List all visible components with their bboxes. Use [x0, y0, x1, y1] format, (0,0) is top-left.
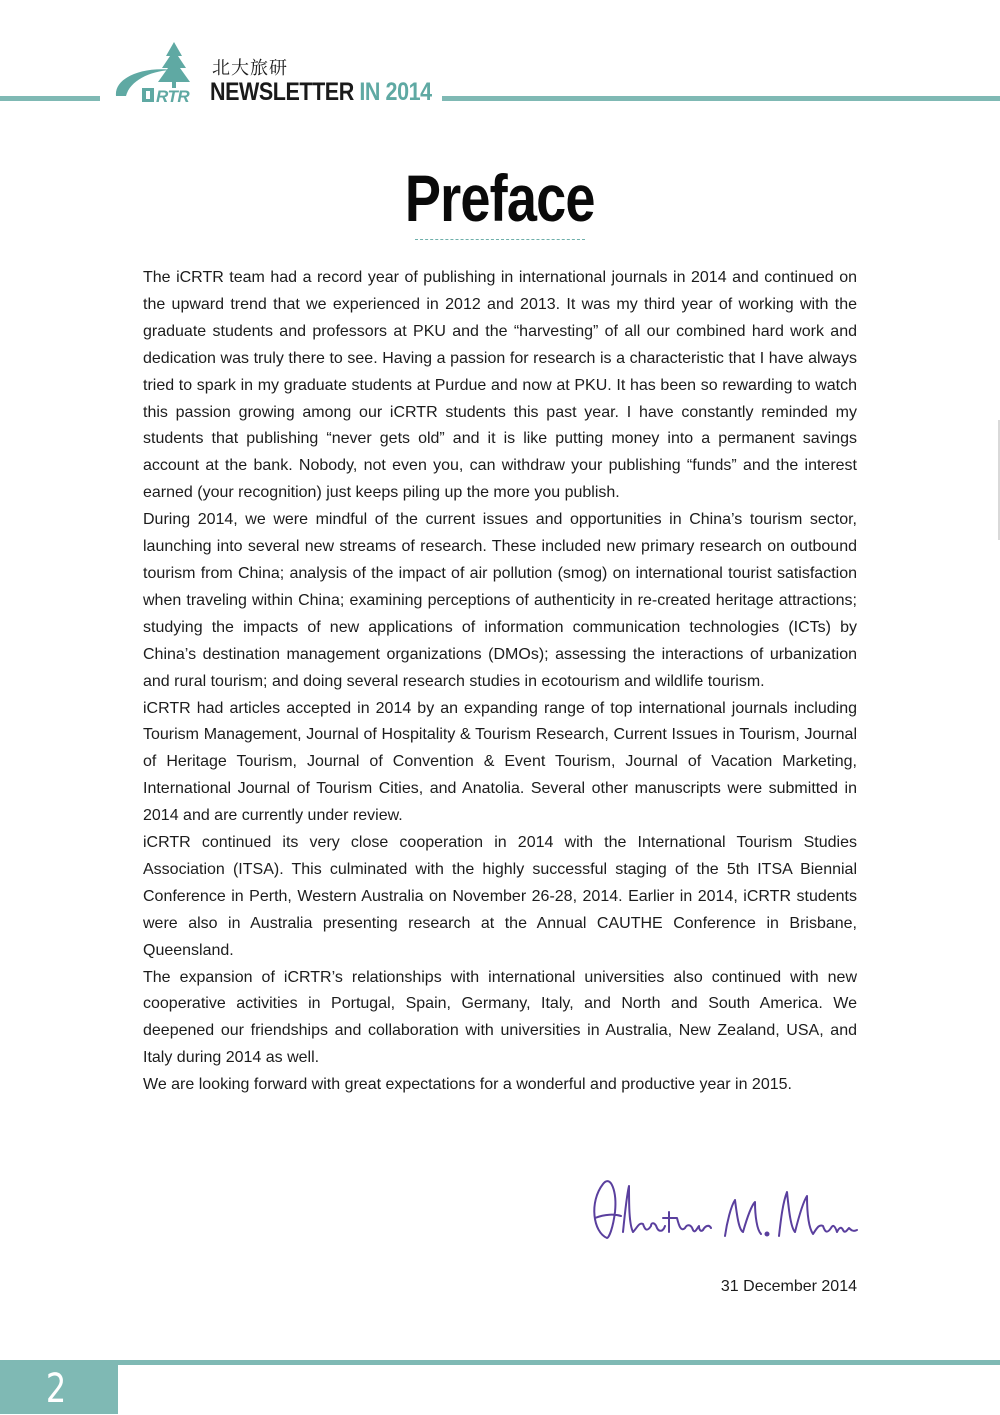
paragraph: During 2014, we were mindful of the current issues and opportunities in China’s tourism sector, launching into several new streams of research. These included new primary research on outbound tourism from China; analysis of the impact of air pollution (smog) on international tourist satisfaction when traveling within China; examining perceptions of authenticity in re-created heritage attractions; studying the impacts of new applications of information communication technologies (ICTs) by China’s destination management organizations (DMOs); assessing the interactions of urbanization and rural tourism; and doing several research studies in ecotourism and wildlife tourism. [143, 511, 857, 690]
chinese-name: 北大旅研 [212, 58, 288, 79]
header-rule-left [0, 96, 100, 101]
title-underline [415, 239, 585, 240]
footer-rule [0, 1360, 1000, 1365]
newsletter-word: NEWSLETTER [210, 78, 354, 106]
icrtr-logo-icon [112, 40, 208, 106]
header-rule-right [442, 96, 1000, 101]
newsletter-year: IN 2014 [359, 78, 432, 106]
paragraph: The iCRTR team had a record year of publishing in international journals in 2014 and continued on the upward trend that we experienced in 2012 and 2013. It was my third year of working with the graduate students and professors at PKU and the “harvesting” of all our combined hard work and dedication was truly there to see. Having a passion for research is a characteristic that I have always tried to spark in my graduate students at Purdue and now at PKU. It has been so rewarding to watch this passion growing among our iCRTR students this past year. I have constantly reminded my students that publishing “never gets old” and it is like putting money into a permanent savings account at the bank. Nobody, not even you, can withdraw your publishing “funds” and the interest earned (your recognition) just keeps piling up the more you publish. [143, 269, 857, 502]
handwritten-signature [585, 1172, 860, 1252]
paragraph: We are looking forward with great expectations for a wonderful and productive year in 2015. [143, 1076, 792, 1094]
signature-date: 31 December 2014 [720, 1278, 857, 1295]
page-number: 2 [45, 1366, 67, 1412]
page-title [0, 160, 1000, 236]
preface-body [143, 265, 857, 1099]
page-title-text: Preface [405, 161, 595, 235]
paragraph: iCRTR had articles accepted in 2014 by an expanding range of top international journals including Tourism Management, Journal of Hospitality & Tourism Research, Current Issues in Tourism, Journal of Heritage Tourism, Journal of Convention & Event Tourism, Journal of Vacation Marketing, International Journal of Tourism Cities, and Anatolia. Several other manuscripts were submitted in 2014 and are currently under review. [143, 699, 857, 825]
paragraph: iCRTR continued its very close cooperation in 2014 with the International Tourism Studies Association (ITSA). This culminated with the highly successful staging of the 5th ITSA Biennial Conference in Perth, Western Australia on November 26-28, 2014. Earlier in 2014, iCRTR students were also in Australia presenting research at the Annual CAUTHE Conference in Brisbane, Queensland. [143, 834, 857, 959]
paragraph: The expansion of iCRTR’s relationships with international universities also continued with new cooperative activities in Portugal, Spain, Germany, Italy, and North and South America. We deepened our friendships and collaboration with universities in Australia, New Zealand, USA, and Italy during 2014 as well. [143, 968, 857, 1067]
svg-text:RTR: RTR [156, 87, 190, 106]
newsletter-title [210, 78, 432, 106]
